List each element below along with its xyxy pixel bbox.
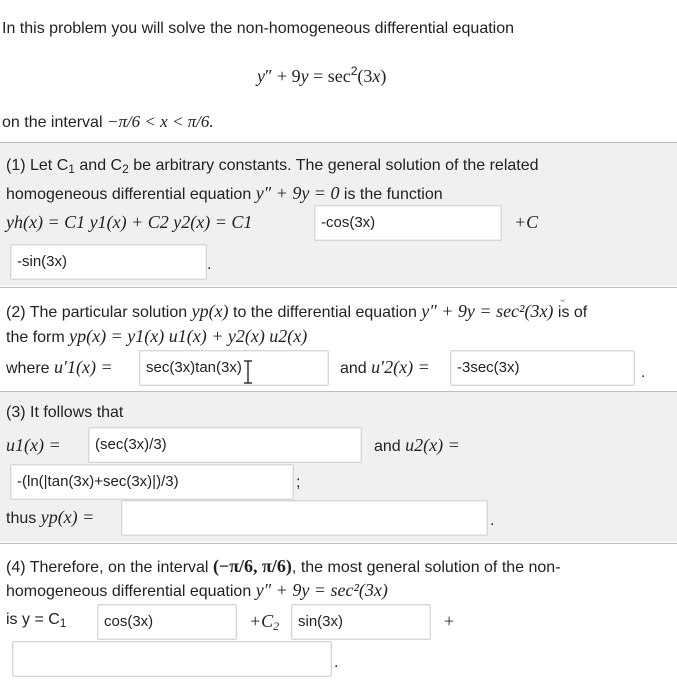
part3-line1: (3) It follows that bbox=[6, 404, 124, 421]
divider bbox=[0, 543, 677, 544]
u1-prime-input[interactable]: sec(3x)tan(3x) bbox=[139, 350, 329, 386]
u2-prime-input[interactable]: -3sec(3x) bbox=[450, 350, 635, 386]
interval-line: on the interval −π/6 < x < π/6. bbox=[2, 112, 214, 131]
yh-input-a[interactable]: -cos(3x) bbox=[314, 205, 502, 241]
part3-period: . bbox=[490, 512, 495, 529]
part2-where: where u′1(x) = bbox=[6, 357, 113, 377]
u1-label: u1(x) = bbox=[6, 435, 61, 455]
c1-input[interactable]: cos(3x) bbox=[97, 604, 237, 640]
part4-period: . bbox=[334, 654, 339, 671]
divider bbox=[0, 287, 677, 288]
part4-is-y: is $y = C_1$ bbox=[6, 611, 67, 630]
final-input[interactable] bbox=[12, 641, 332, 677]
part1-line1: (1) Let $C_1$ and $C_2$ be arbitrary constants. The general solution of the related bbox=[6, 157, 539, 176]
part2-and: and u′2(x) = bbox=[340, 357, 430, 377]
u2-input[interactable]: -(ln(|tan(3x)+sec(3x)|)/3) bbox=[10, 464, 294, 500]
yh-input-b[interactable]: -sin(3x) bbox=[10, 244, 207, 280]
yh-formula: yh(x) = C1 y1(x) + C2 y2(x) = C1 bbox=[6, 212, 253, 232]
part3-and: and u2(x) = bbox=[374, 435, 460, 455]
yp-input[interactable] bbox=[121, 500, 488, 536]
c2-input[interactable]: sin(3x) bbox=[291, 604, 431, 640]
part2-line1: (2) The particular solution yp(x) to the differential equation y″ + 9y = sec²(3x) is of bbox=[6, 301, 588, 321]
part4-plus-c2: $+C_2$ bbox=[249, 611, 280, 633]
u1-input[interactable]: (sec(3x)/3) bbox=[88, 427, 362, 463]
part3-thus: thus yp(x) = bbox=[6, 507, 95, 527]
part4-plus: + bbox=[444, 611, 455, 631]
part1-period: . bbox=[207, 256, 212, 273]
plus-c2-label: +C bbox=[514, 212, 539, 232]
part2-period: . bbox=[641, 364, 646, 381]
small-marker-icon: ⌄ bbox=[558, 293, 568, 305]
part4-line2: homogeneous differential equation y″ + 9y = sec²(3x) bbox=[6, 580, 388, 600]
part3-semicolon: ; bbox=[296, 474, 301, 491]
part1-line2: homogeneous differential equation y″ + 9y = 0 is the function bbox=[6, 183, 443, 203]
intro-text: In this problem you will solve the non-homogeneous differential equation bbox=[2, 20, 515, 37]
main-equation: $y'' + 9y = \sec^2(3x)$ bbox=[257, 64, 387, 86]
text-cursor-icon bbox=[243, 360, 253, 389]
part4-line1: (4) Therefore, on the interval (−π/6, π/6), the most general solution of the non- bbox=[6, 556, 561, 576]
part2-line2: the form yp(x) = y1(x) u1(x) + y2(x) u2(x) bbox=[6, 326, 308, 346]
